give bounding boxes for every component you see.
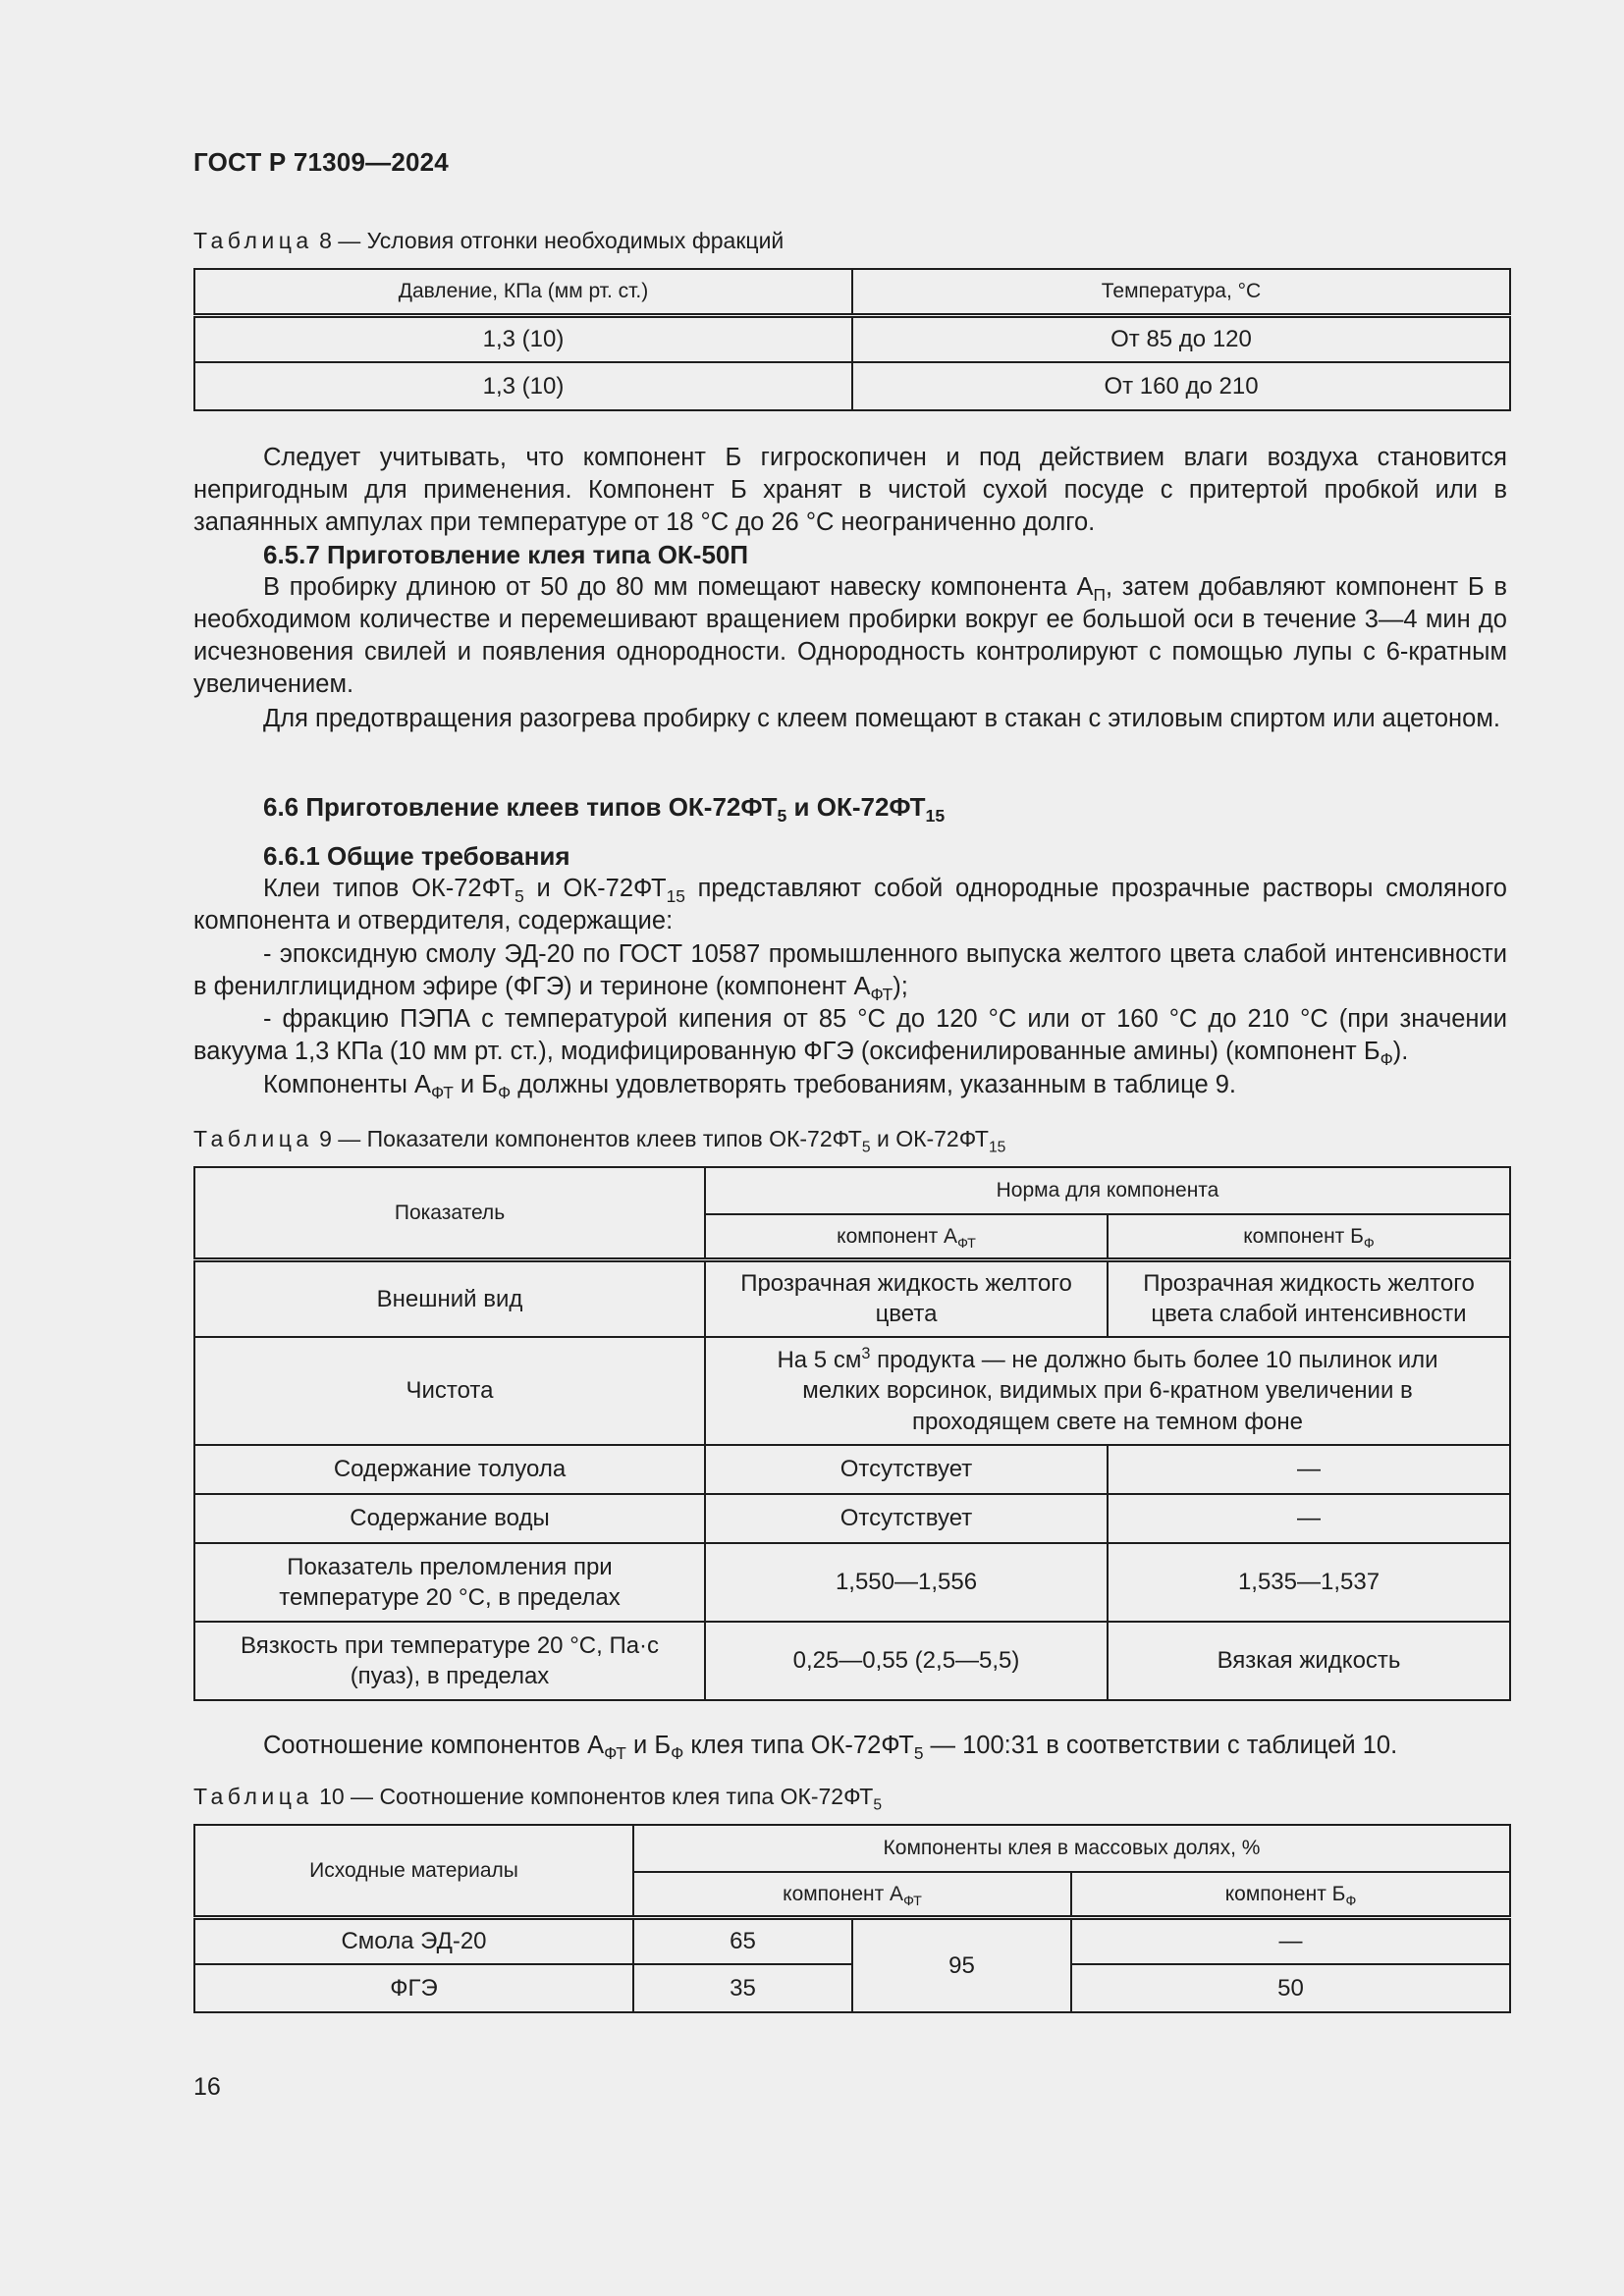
table9-row-name: Чистота (194, 1337, 705, 1445)
table10-cell: — (1071, 1917, 1510, 1964)
table9-row-name: Содержание воды (194, 1494, 705, 1543)
paragraph-ratio: Соотношение компонентов $А_{ФТ}$ и $Б_Ф$ клея типа $ОК-72ФТ_5$ — 100:31 в соответствии с таблицей 10. (263, 1732, 1398, 1764)
table9-header-norm: Норма для компонента (705, 1167, 1510, 1214)
table10-header-component-a: компонент $А_{ФТ}$ (633, 1872, 1071, 1917)
table8-caption (193, 228, 784, 254)
paragraph-requirements: Компоненты $А_{ФТ}$ и $Б_Ф$ должны удовлетворять требованиям, указанным в таблице 9. (263, 1071, 1236, 1103)
table9-cell: Прозрачная жидкость желтого цвета слабой интенсивности (1108, 1259, 1510, 1337)
table10-header-component-b: компонент $Б_Ф$ (1071, 1872, 1510, 1917)
table9-cell: — (1108, 1445, 1510, 1494)
table9-cell: Прозрачная жидкость желтого цвета (705, 1259, 1108, 1337)
table8-header-pressure: Давление, КПа (мм рт. ст.) (194, 269, 852, 315)
table9-cell: Отсутствует (705, 1445, 1108, 1494)
table-label: Таблица (193, 228, 313, 253)
table10-header-materials: Исходные материалы (194, 1825, 633, 1917)
table10-cell: 65 (633, 1917, 852, 1964)
table9-caption: Таблица 9 — Показатели компонентов клеев типов $ОК-72ФТ_5$ и $ОК-72ФТ_{15}$ (193, 1126, 1006, 1156)
caption-text: 8 — Условия отгонки необходимых фракций (312, 228, 785, 253)
table9-cell: 1,550—1,556 (705, 1543, 1108, 1622)
table9 (193, 1166, 1511, 1701)
table10 (193, 1824, 1511, 2013)
paragraph-preparation: В пробирку длиною от 50 до 80 мм помещают навеску компонента $А_П$, затем добавляют компонент Б в необходимом количестве и перемешивают вращением пробирки вокруг ее большой оси в течение 3—4 мин до исчезновения свилей и появления однородности. Однородность контролируют с помощью лупы с 6-кратным увеличением. (193, 573, 1507, 698)
table10-caption: Таблица 10 — Соотношение компонентов клея типа $ОК-72ФТ_5$ (193, 1784, 883, 1814)
table9-cell: Вязкая жидкость (1108, 1622, 1510, 1700)
table9-cell-purity: На 5 $см^3$ продукта — не должно быть более 10 пылинок или мелких ворсинок, видимых при 6-кратном увеличении в проходящем свете на темном фоне (705, 1337, 1510, 1445)
table10-cell-sum-a: 95 (852, 1917, 1071, 2012)
table8 (193, 268, 1511, 411)
table9-cell: 0,25—0,55 (2,5—5,5) (705, 1622, 1108, 1700)
table10-cell: 50 (1071, 1964, 1510, 2012)
table8-cell: От 160 до 210 (852, 362, 1510, 410)
table10-row-name: Смола ЭД-20 (194, 1917, 633, 1964)
section-heading-6-5-7: 6.5.7 Приготовление клея типа ОК-50П (263, 540, 749, 569)
table8-cell: 1,3 (10) (194, 362, 852, 410)
table9-row-name: Показатель преломления при температуре 20 °С, в пределах (194, 1543, 705, 1622)
table9-header-component-a: компонент $А_{ФТ}$ (705, 1214, 1108, 1259)
list-item-resin: - эпоксидную смолу ЭД-20 по ГОСТ 10587 промышленного выпуска желтого цвета слабой интенсивности в фенилглицидном эфире (ФГЭ) и териноне (компонент $А_{ФТ}$); (193, 940, 1507, 1005)
table10-row-name: ФГЭ (194, 1964, 633, 2012)
table-label: Таблица (193, 1126, 313, 1151)
paragraph-heating: Для предотвращения разогрева пробирку с клеем помещают в стакан с этиловым спиртом или ацетоном. (263, 705, 1500, 732)
table9-row-name: Содержание толуола (194, 1445, 705, 1494)
table8-header-temperature: Температура, °С (852, 269, 1510, 315)
table9-cell: — (1108, 1494, 1510, 1543)
document-header: ГОСТ Р 71309—2024 (193, 147, 449, 177)
table9-header-indicator: Показатель (194, 1167, 705, 1259)
table10-header-components: Компоненты клея в массовых долях, % (633, 1825, 1510, 1872)
paragraph-general: Клеи типов $ОК-72ФТ_5$ и $ОК-72ФТ_{15}$ представляют собой однородные прозрачные растворы смоляного компонента и отвердителя, содержащие: (193, 875, 1507, 934)
table9-cell: 1,535—1,537 (1108, 1543, 1510, 1622)
table8-cell: 1,3 (10) (194, 315, 852, 362)
table10-cell: 35 (633, 1964, 852, 2012)
section-heading-6-6-1: 6.6.1 Общие требования (263, 841, 570, 871)
table9-row-name: Внешний вид (194, 1259, 705, 1337)
table9-header-component-b: компонент $Б_Ф$ (1108, 1214, 1510, 1259)
page-number: 16 (193, 2073, 221, 2101)
table8-cell: От 85 до 120 (852, 315, 1510, 362)
list-item-fraction: - фракцию ПЭПА с температурой кипения от 85 °С до 120 °С или от 160 °С до 210 °С (при значении вакуума 1,3 КПа (10 мм рт. ст.), модифицированную ФГЭ (оксифенилированные амины) (компонент $Б_Ф$). (193, 1005, 1507, 1070)
table9-cell: Отсутствует (705, 1494, 1108, 1543)
table-label: Таблица (193, 1784, 313, 1809)
section-heading-6-6: 6.6 Приготовление клеев типов $ОК-72ФТ_5$ и $ОК-72ФТ_{15}$ (263, 792, 946, 827)
paragraph-hygroscopic: Следует учитывать, что компонент Б гигроскопичен и под действием влаги воздуха становится непригодным для применения. Компонент Б хранят в чистой сухой посуде с притертой пробкой или в запаянных ампулах при температуре от 18 °С до 26 °С неограниченно долго. (193, 444, 1507, 536)
table9-row-name: Вязкость при температуре 20 °С, Па·с (пуаз), в пределах (194, 1622, 705, 1700)
